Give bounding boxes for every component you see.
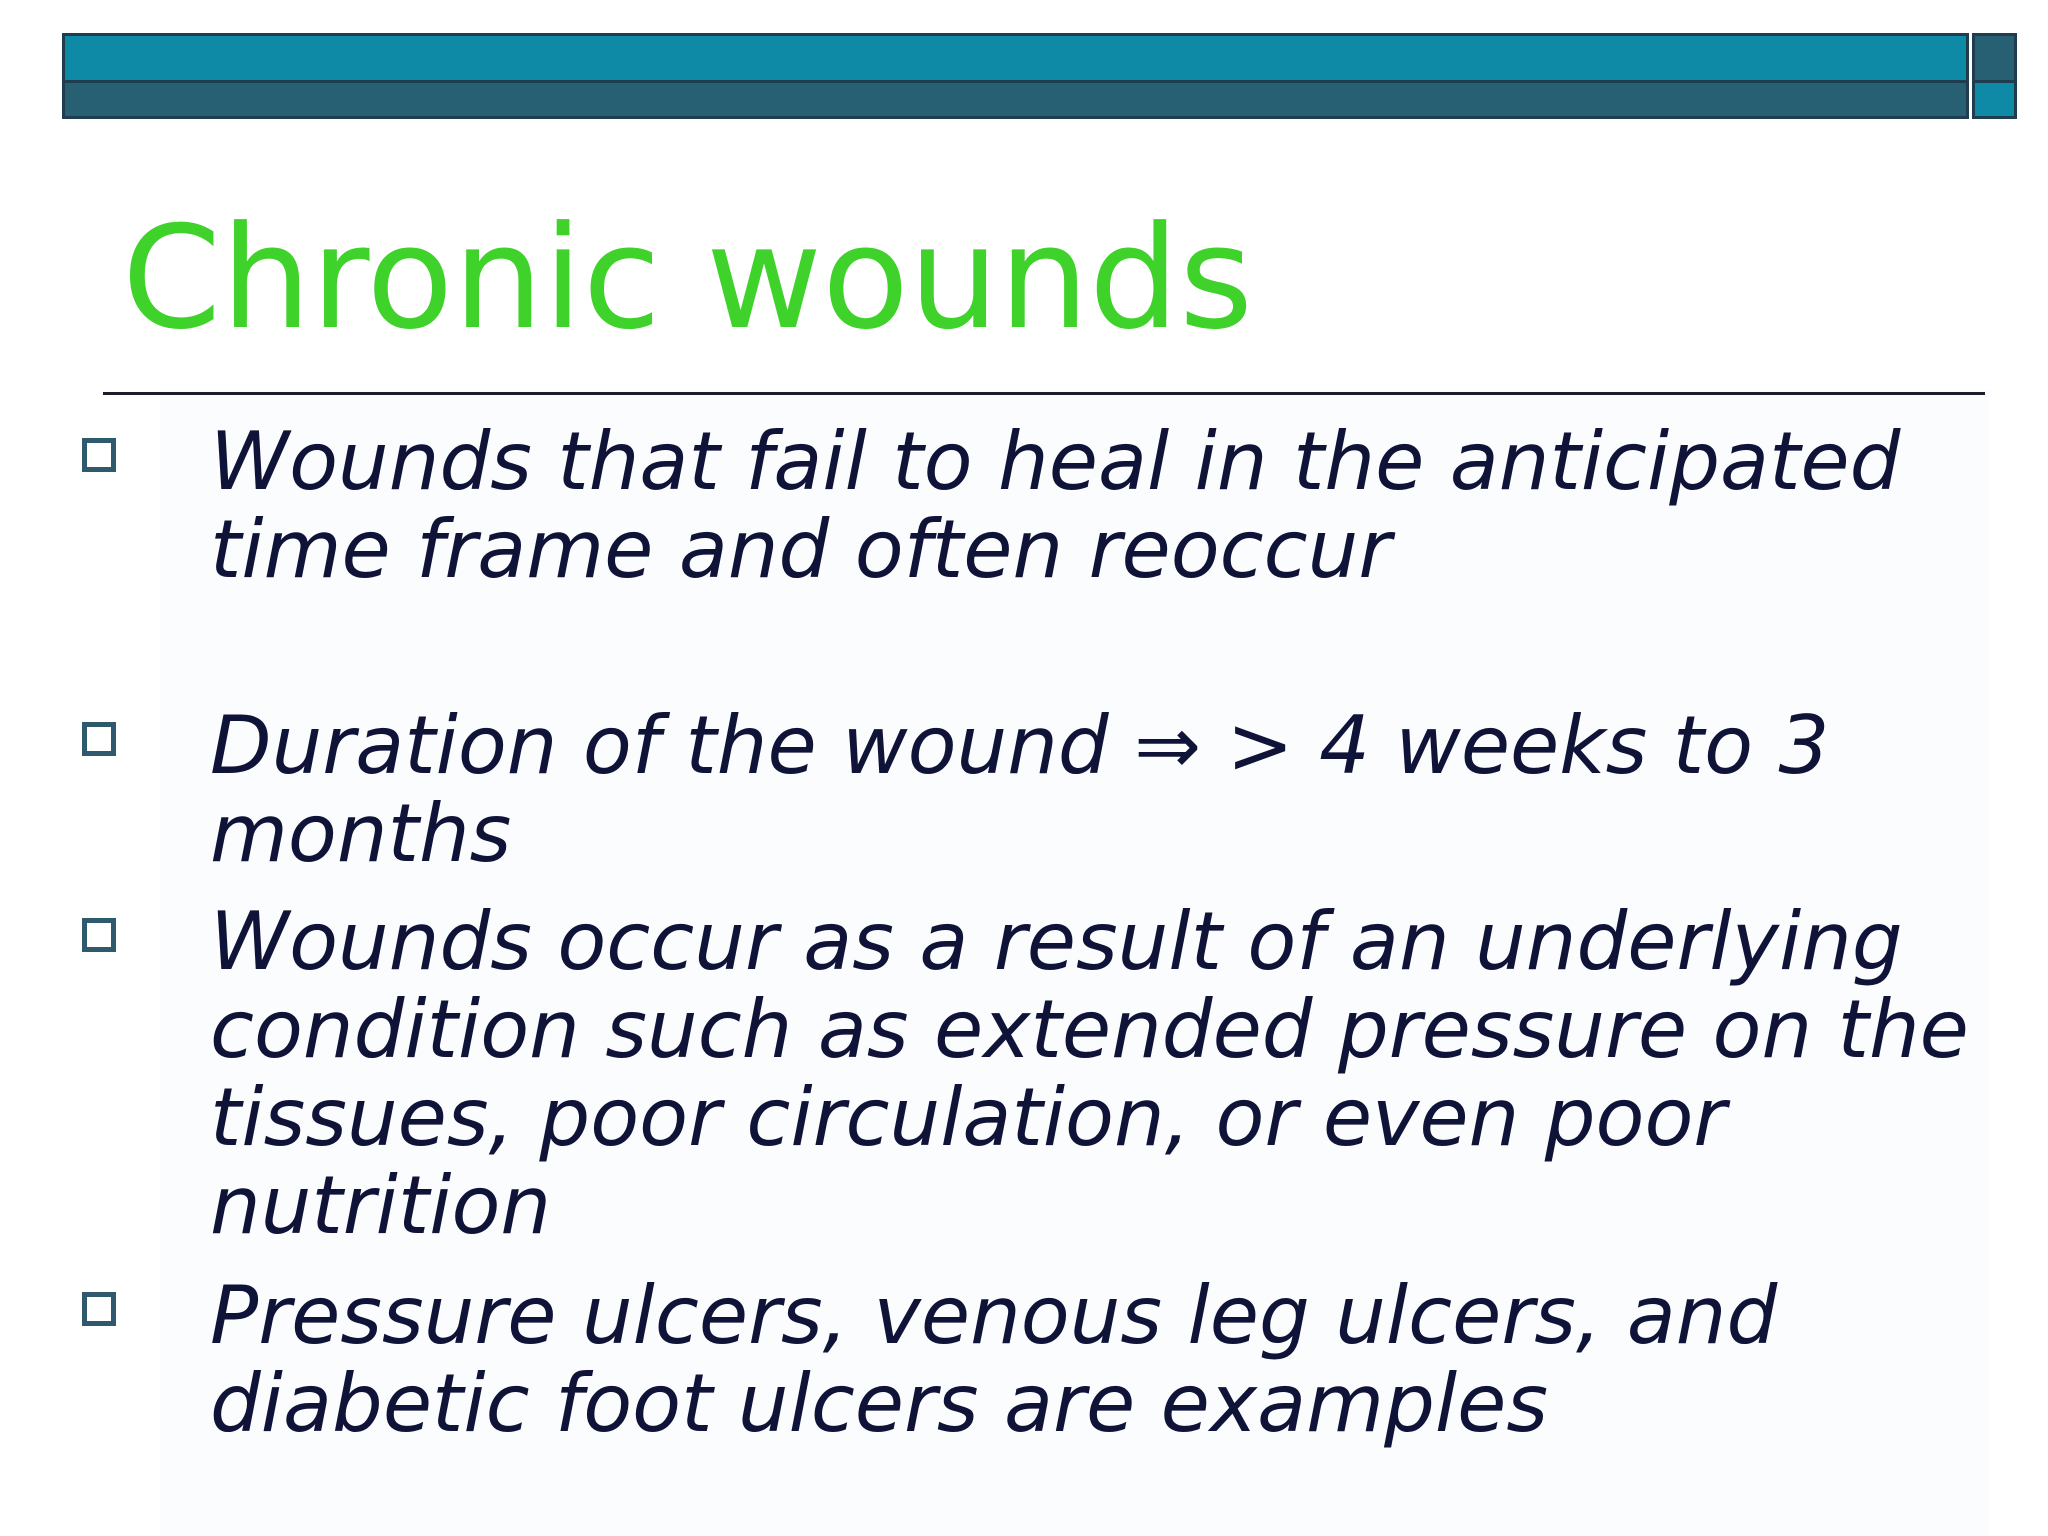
square-bullet-icon xyxy=(82,1292,116,1326)
bullet-text: Wounds that fail to heal in the anticipated time frame and often reoccur xyxy=(210,415,1901,596)
bullet-text: Duration of the wound ⇒ > 4 weeks to 3 months xyxy=(210,699,1830,880)
bullet-text: Wounds occur as a result of an underlying condition such as extended pressure on the tissues, poor circulation, or even poor nutrition xyxy=(210,895,1969,1252)
bullet-text: Pressure ulcers, venous leg ulcers, and diabetic foot ulcers are examples xyxy=(210,1269,1778,1450)
slide-title: Chronic wounds xyxy=(122,196,1254,361)
header-corner-bottom xyxy=(1972,83,2017,119)
square-bullet-icon xyxy=(82,918,116,952)
header-corner-top xyxy=(1972,33,2017,83)
square-bullet-icon xyxy=(82,438,116,472)
header-bar-top xyxy=(62,33,1969,83)
square-bullet-icon xyxy=(82,722,116,756)
title-divider xyxy=(103,392,1985,395)
header-bar-bottom xyxy=(62,83,1969,119)
header-decoration xyxy=(62,33,2017,119)
